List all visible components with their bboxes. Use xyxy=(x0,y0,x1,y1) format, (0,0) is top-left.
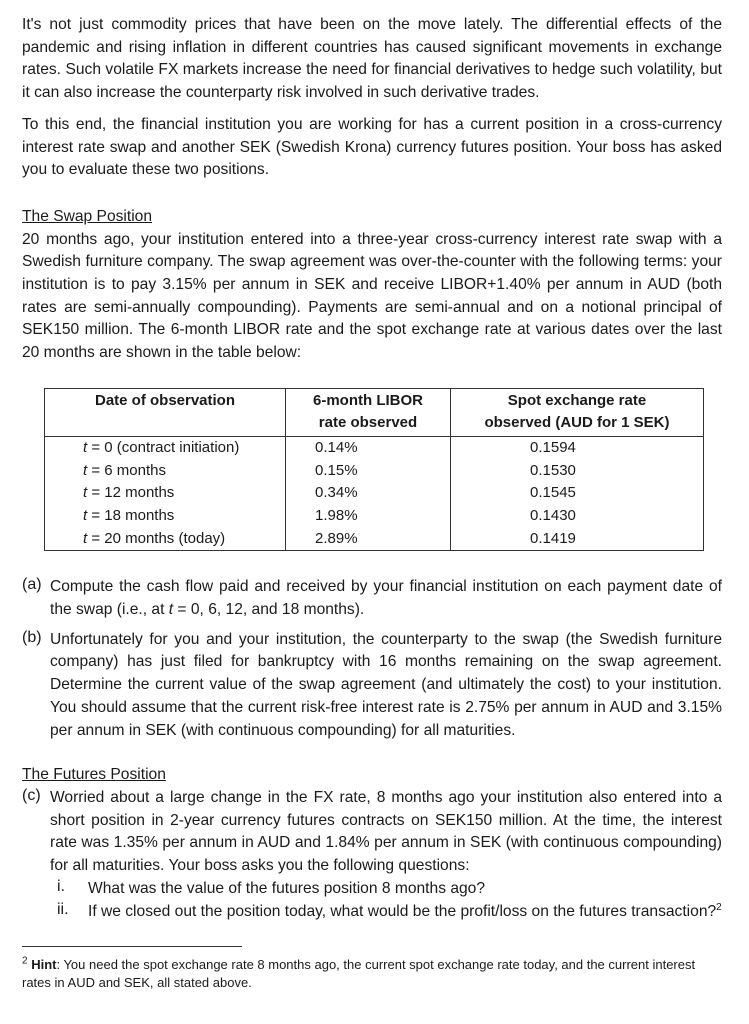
table-row xyxy=(45,436,704,459)
question-b-text: Unfortunately for you and your institution, the counterparty to the swap (the Swedish furniture company) has just filed for bankruptcy with 16 months remaining on the swap agreement. Determine the current value of the swap agreement (and ultimately the cost) to your institution. You should assume that the current risk-free interest rate is 2.75% per annum in AUD and 3.15% per annum in SEK (with continuous compounding) for all maturities. xyxy=(50,630,722,739)
footnote-mark: 2 xyxy=(22,955,28,967)
header-libor: 6-month LIBOR rate observed xyxy=(286,388,451,436)
question-c-label: (c) xyxy=(22,786,41,804)
footnote-text: : You need the spot exchange rate 8 months ago, the current spot exchange rate today, and the current interest rates in AUD and SEK, all stated above. xyxy=(22,957,696,991)
cell-date: t = 20 months (today) xyxy=(45,528,286,551)
footnote-reference: 2 xyxy=(716,901,722,913)
question-c-ii-text: If we closed out the position today, what would be the profit/loss on the futures transaction?$^2$ xyxy=(88,901,722,920)
cell-libor: 0.14% xyxy=(286,436,451,459)
question-c-i xyxy=(57,878,722,901)
cell-date: t = 6 months xyxy=(45,460,286,483)
futures-heading: The Futures Position xyxy=(22,766,166,784)
cell-spot: 0.1530 xyxy=(451,460,704,483)
cell-libor: 0.15% xyxy=(286,460,451,483)
question-c-text: Worried about a large change in the FX rate, 8 months ago your institution also entered into a short position in 2-year currency futures contracts on SEK150 million. At the time, the interest rate was 1.35% per annum in AUD and 1.84% per annum in SEK (with continuous compounding) for all maturities. Your boss asks you the following questions: xyxy=(50,788,722,875)
cell-spot: 0.1545 xyxy=(451,482,704,505)
question-b xyxy=(22,629,722,743)
question-a xyxy=(22,576,722,621)
question-a-text: Compute the cash flow paid and received by your financial institution on each payment date of the swap (i.e., at t = 0, 6, 12, and 18 months). xyxy=(50,578,722,619)
table-row xyxy=(45,482,704,505)
header-date: Date of observation xyxy=(45,388,286,436)
cell-date: t = 12 months xyxy=(45,482,286,505)
cell-date: t = 18 months xyxy=(45,505,286,528)
cell-spot: 0.1594 xyxy=(451,436,704,459)
table-row xyxy=(45,505,704,528)
swap-description: 20 months ago, your institution entered into a three-year cross-currency interest rate swap with a Swedish furniture company. The swap agreement was over-the-counter with the following terms: your institution is to pay 3.15% per annum in SEK and receive LIBOR+1.40% per annum in AUD (both rates are semi-annually compounding). Payments are semi-annual and on a notional principal of SEK150 million. The 6-month LIBOR rate and the spot exchange rate at various dates over the last 20 months are shown in the table below: xyxy=(22,230,722,362)
cell-spot: 0.1430 xyxy=(451,505,704,528)
observation-table xyxy=(44,388,704,552)
cell-libor: 2.89% xyxy=(286,528,451,551)
footnote-hint-label: Hint xyxy=(31,957,57,973)
intro-paragraph-1: It's not just commodity prices that have been on the move lately. The differential effects of the pandemic and rising inflation in different countries has caused significant movements in exchange rates. Such volatile FX markets increase the need for financial derivatives to hedge such volatility, but it can also increase the counterparty risk involved in such derivative trades. xyxy=(22,16,722,102)
cell-libor: 1.98% xyxy=(286,505,451,528)
intro-paragraph-2: To this end, the financial institution you are working for has a current position in a cross-currency interest rate swap and another SEK (Swedish Krona) currency futures position. Your boss has asked you to evaluate these two positions. xyxy=(22,115,722,179)
footnote xyxy=(22,956,722,992)
table-row xyxy=(45,528,704,551)
cell-date: t = 0 (contract initiation) xyxy=(45,436,286,459)
footnote-divider xyxy=(22,946,242,947)
question-c-i-text: What was the value of the futures position 8 months ago? xyxy=(88,879,486,897)
document-page xyxy=(22,14,722,992)
table-row xyxy=(45,460,704,483)
table-header-row xyxy=(45,388,704,436)
question-c-ii xyxy=(57,901,722,924)
header-spot: Spot exchange rate observed (AUD for 1 SEK) xyxy=(451,388,704,436)
swap-heading: The Swap Position xyxy=(22,207,153,225)
question-c-ii-label: ii. xyxy=(57,900,69,918)
question-a-label: (a) xyxy=(22,576,42,594)
question-c xyxy=(22,787,722,878)
cell-libor: 0.34% xyxy=(286,482,451,505)
question-b-label: (b) xyxy=(22,628,42,646)
question-c-i-label: i. xyxy=(57,877,65,895)
cell-spot: 0.1419 xyxy=(451,528,704,551)
